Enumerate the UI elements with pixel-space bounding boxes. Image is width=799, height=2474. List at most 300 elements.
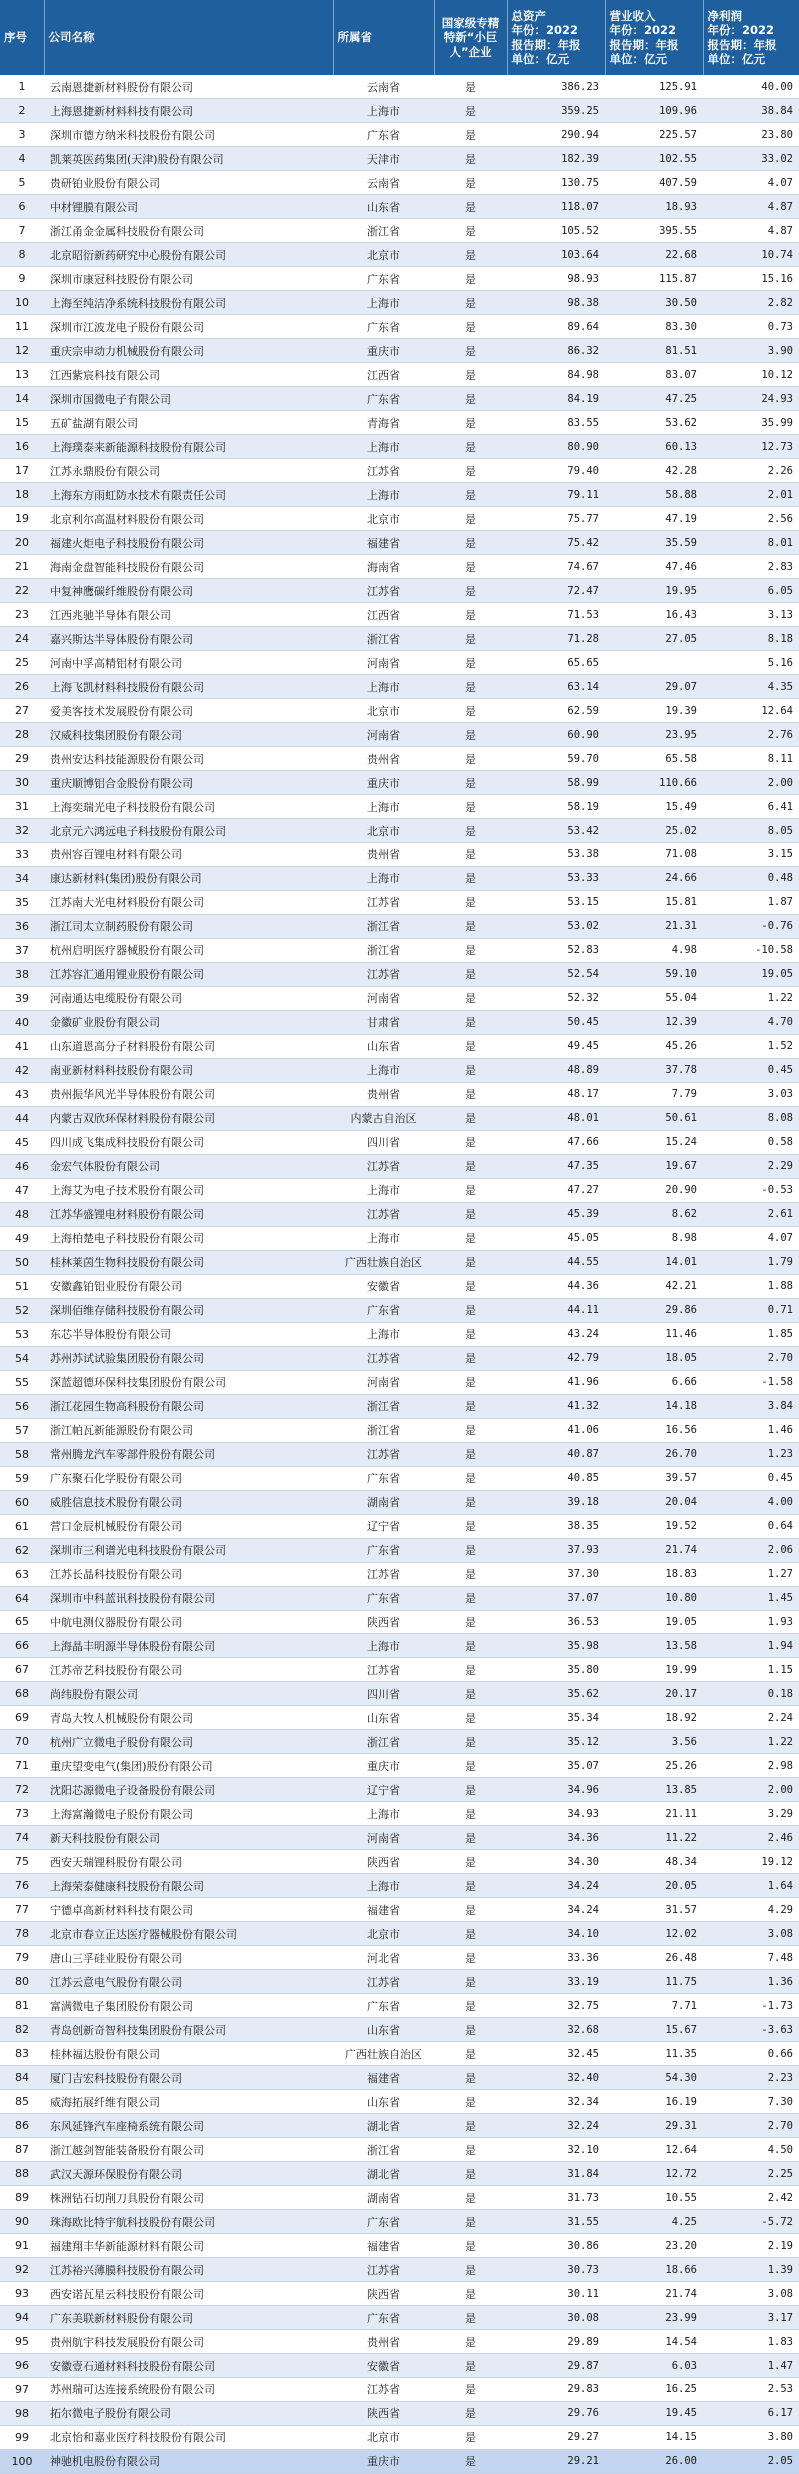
province: 河南省: [333, 1370, 434, 1394]
total-assets: 105.52: [507, 219, 605, 243]
net-profit: 2.53: [703, 2378, 799, 2402]
table-row[interactable]: [0, 1706, 799, 1730]
little-giant-flag: 是: [434, 890, 507, 914]
row-number: 23: [0, 603, 44, 627]
revenue: 3.56: [605, 1730, 703, 1754]
company-name: 山东道恩高分子材料股份有限公司: [44, 1034, 333, 1058]
table-row[interactable]: [0, 603, 799, 627]
net-profit: 4.50: [703, 2138, 799, 2162]
net-profit: 6.41: [703, 795, 799, 819]
total-assets: 29.76: [507, 2401, 605, 2425]
company-name: 上海晶丰明源半导体股份有限公司: [44, 1634, 333, 1658]
company-name: 中材锂膜有限公司: [44, 195, 333, 219]
province: 上海市: [333, 99, 434, 123]
table-row[interactable]: [0, 866, 799, 890]
row-number: 57: [0, 1418, 44, 1442]
net-profit: 2.01: [703, 483, 799, 507]
total-assets: 50.45: [507, 1010, 605, 1034]
net-profit: 1.79: [703, 1250, 799, 1274]
revenue: 15.81: [605, 890, 703, 914]
little-giant-flag: 是: [434, 819, 507, 843]
total-assets: 43.24: [507, 1322, 605, 1346]
province: 广东省: [333, 1466, 434, 1490]
net-profit: 1.22: [703, 1730, 799, 1754]
little-giant-flag: 是: [434, 1874, 507, 1898]
table-row[interactable]: [0, 771, 799, 795]
table-row[interactable]: [0, 267, 799, 291]
province: 浙江省: [333, 219, 434, 243]
company-name: 安徽壹石通材料科技股份有限公司: [44, 2354, 333, 2378]
row-number: 69: [0, 1706, 44, 1730]
row-number: 90: [0, 2210, 44, 2234]
row-number: 52: [0, 1298, 44, 1322]
row-number: 70: [0, 1730, 44, 1754]
total-assets: 31.84: [507, 2162, 605, 2186]
province: 重庆市: [333, 339, 434, 363]
revenue: 13.85: [605, 1778, 703, 1802]
table-row[interactable]: [0, 1610, 799, 1634]
table-row[interactable]: [0, 962, 799, 986]
province: 浙江省: [333, 1730, 434, 1754]
total-assets: 98.93: [507, 267, 605, 291]
table-row[interactable]: [0, 675, 799, 699]
little-giant-flag: 是: [434, 1586, 507, 1610]
company-name: 海南金盘智能科技股份有限公司: [44, 555, 333, 579]
company-name: 福建翔丰华新能源材料有限公司: [44, 2234, 333, 2258]
company-name: 北京元六鸿远电子科技股份有限公司: [44, 819, 333, 843]
table-row[interactable]: [0, 1538, 799, 1562]
table-row[interactable]: [0, 2378, 799, 2402]
company-name: 河南通达电缆股份有限公司: [44, 986, 333, 1010]
row-number: 24: [0, 627, 44, 651]
table-row[interactable]: [0, 2042, 799, 2066]
table-row[interactable]: [0, 1634, 799, 1658]
net-profit: 33.02: [703, 147, 799, 171]
table-row[interactable]: [0, 1658, 799, 1682]
table-row[interactable]: [0, 1034, 799, 1058]
total-assets: 44.11: [507, 1298, 605, 1322]
table-row[interactable]: [0, 219, 799, 243]
table-row[interactable]: [0, 75, 799, 99]
table-row[interactable]: [0, 147, 799, 171]
net-profit: 4.07: [703, 171, 799, 195]
total-assets: 41.06: [507, 1418, 605, 1442]
company-name: 苏州苏试试验集团股份有限公司: [44, 1346, 333, 1370]
table-row[interactable]: [0, 2282, 799, 2306]
total-assets: 32.10: [507, 2138, 605, 2162]
revenue: 23.20: [605, 2234, 703, 2258]
table-row[interactable]: [0, 1274, 799, 1298]
company-name: 常州腾龙汽车零部件股份有限公司: [44, 1442, 333, 1466]
row-number: 41: [0, 1034, 44, 1058]
table-row[interactable]: [0, 435, 799, 459]
company-name: 宁德卓高新材料科技有限公司: [44, 1898, 333, 1922]
table-row[interactable]: [0, 411, 799, 435]
table-row[interactable]: [0, 1370, 799, 1394]
company-name: 贵州安达科技能源股份有限公司: [44, 747, 333, 771]
table-row[interactable]: [0, 1226, 799, 1250]
little-giant-flag: 是: [434, 315, 507, 339]
table-row[interactable]: [0, 1346, 799, 1370]
table-row[interactable]: [0, 2162, 799, 2186]
table-row[interactable]: [0, 1874, 799, 1898]
revenue: 21.11: [605, 1802, 703, 1826]
revenue: 47.25: [605, 387, 703, 411]
table-row[interactable]: [0, 890, 799, 914]
revenue: 109.96: [605, 99, 703, 123]
row-number: 66: [0, 1634, 44, 1658]
row-number: 82: [0, 2018, 44, 2042]
header-total-assets[interactable]: 总资产 年份：2022 报告期：年报 单位：亿元: [507, 0, 605, 75]
table-row[interactable]: [0, 531, 799, 555]
table-row[interactable]: [0, 2330, 799, 2354]
net-profit: 2.83: [703, 555, 799, 579]
net-profit: 1.88: [703, 1274, 799, 1298]
table-row[interactable]: [0, 651, 799, 675]
total-assets: 89.64: [507, 315, 605, 339]
revenue: 23.99: [605, 2306, 703, 2330]
table-row[interactable]: [0, 1754, 799, 1778]
net-profit: 0.73: [703, 315, 799, 339]
revenue: 16.56: [605, 1418, 703, 1442]
net-profit: 3.80: [703, 2425, 799, 2449]
row-number: 29: [0, 747, 44, 771]
company-name: 上海荣泰健康科技股份有限公司: [44, 1874, 333, 1898]
table-row[interactable]: [0, 2138, 799, 2162]
total-assets: 75.42: [507, 531, 605, 555]
table-row[interactable]: [0, 1010, 799, 1034]
company-name: 江苏云意电气股份有限公司: [44, 1970, 333, 1994]
company-name: 沈阳芯源微电子设备股份有限公司: [44, 1778, 333, 1802]
table-row[interactable]: [0, 459, 799, 483]
table-row[interactable]: [0, 1946, 799, 1970]
revenue: 20.05: [605, 1874, 703, 1898]
table-row[interactable]: [0, 1394, 799, 1418]
row-number: 63: [0, 1562, 44, 1586]
revenue: 42.28: [605, 459, 703, 483]
province: 广东省: [333, 267, 434, 291]
total-assets: 35.98: [507, 1634, 605, 1658]
total-assets: 47.35: [507, 1154, 605, 1178]
table-row[interactable]: [0, 1442, 799, 1466]
net-profit: 1.22: [703, 986, 799, 1010]
revenue: 47.19: [605, 507, 703, 531]
table-row[interactable]: [0, 315, 799, 339]
table-row[interactable]: [0, 2449, 799, 2473]
little-giant-flag: 是: [434, 2138, 507, 2162]
company-name: 浙江越剑智能装备股份有限公司: [44, 2138, 333, 2162]
little-giant-flag: 是: [434, 2066, 507, 2090]
little-giant-flag: 是: [434, 1850, 507, 1874]
revenue: 27.05: [605, 627, 703, 651]
little-giant-flag: 是: [434, 1370, 507, 1394]
company-name: 上海璞泰来新能源科技股份有限公司: [44, 435, 333, 459]
revenue: 21.31: [605, 914, 703, 938]
table-row[interactable]: [0, 99, 799, 123]
table-row[interactable]: [0, 1178, 799, 1202]
company-name: 上海飞凯材料科技股份有限公司: [44, 675, 333, 699]
total-assets: 31.73: [507, 2186, 605, 2210]
row-number: 53: [0, 1322, 44, 1346]
row-number: 56: [0, 1394, 44, 1418]
company-name: 河南中孚高精铝材有限公司: [44, 651, 333, 675]
table-row[interactable]: [0, 555, 799, 579]
province: 山东省: [333, 195, 434, 219]
table-row[interactable]: [0, 507, 799, 531]
table-row[interactable]: [0, 2114, 799, 2138]
province: 江苏省: [333, 579, 434, 603]
little-giant-flag: 是: [434, 1226, 507, 1250]
net-profit: 3.29: [703, 1802, 799, 1826]
total-assets: 58.99: [507, 771, 605, 795]
company-name: 深圳佰维存储科技股份有限公司: [44, 1298, 333, 1322]
net-profit: 1.64: [703, 1874, 799, 1898]
table-row[interactable]: [0, 914, 799, 938]
province: 上海市: [333, 291, 434, 315]
table-row[interactable]: [0, 1682, 799, 1706]
table-row[interactable]: [0, 579, 799, 603]
table-row[interactable]: [0, 627, 799, 651]
province: 辽宁省: [333, 1514, 434, 1538]
table-row[interactable]: [0, 1154, 799, 1178]
company-name: 上海富瀚微电子股份有限公司: [44, 1802, 333, 1826]
revenue: 26.48: [605, 1946, 703, 1970]
table-row[interactable]: [0, 1106, 799, 1130]
table-row[interactable]: [0, 1514, 799, 1538]
net-profit: 2.00: [703, 1778, 799, 1802]
table-row[interactable]: [0, 2090, 799, 2114]
table-row[interactable]: [0, 843, 799, 867]
table-row[interactable]: [0, 363, 799, 387]
table-row[interactable]: [0, 1898, 799, 1922]
row-number: 9: [0, 267, 44, 291]
table-row[interactable]: [0, 2258, 799, 2282]
table-row[interactable]: [0, 1826, 799, 1850]
net-profit: 1.39: [703, 2258, 799, 2282]
province: 四川省: [333, 1130, 434, 1154]
header-company-name[interactable]: 公司名称: [44, 0, 333, 75]
company-name: 汉威科技集团股份有限公司: [44, 723, 333, 747]
company-name: 深圳市三利谱光电科技股份有限公司: [44, 1538, 333, 1562]
company-name: 珠海欧比特宇航科技股份有限公司: [44, 2210, 333, 2234]
total-assets: 35.62: [507, 1682, 605, 1706]
company-name: 青岛大牧人机械股份有限公司: [44, 1706, 333, 1730]
table-row[interactable]: [0, 938, 799, 962]
table-row[interactable]: [0, 243, 799, 267]
table-row[interactable]: [0, 2234, 799, 2258]
little-giant-flag: 是: [434, 2186, 507, 2210]
row-number: 34: [0, 866, 44, 890]
table-row[interactable]: [0, 2018, 799, 2042]
row-number: 30: [0, 771, 44, 795]
revenue: 37.78: [605, 1058, 703, 1082]
company-name: 东芯半导体股份有限公司: [44, 1322, 333, 1346]
table-row[interactable]: [0, 123, 799, 147]
table-row[interactable]: [0, 1922, 799, 1946]
company-name: 浙江花园生物高科股份有限公司: [44, 1394, 333, 1418]
total-assets: 39.18: [507, 1490, 605, 1514]
company-name: 深圳市康冠科技股份有限公司: [44, 267, 333, 291]
row-number: 75: [0, 1850, 44, 1874]
table-row[interactable]: [0, 339, 799, 363]
revenue: 16.43: [605, 603, 703, 627]
table-row[interactable]: [0, 1730, 799, 1754]
row-number: 83: [0, 2042, 44, 2066]
province: 陕西省: [333, 2282, 434, 2306]
little-giant-flag: 是: [434, 507, 507, 531]
little-giant-flag: 是: [434, 651, 507, 675]
table-row[interactable]: [0, 2186, 799, 2210]
total-assets: 35.07: [507, 1754, 605, 1778]
row-number: 94: [0, 2306, 44, 2330]
row-number: 8: [0, 243, 44, 267]
revenue: 22.68: [605, 243, 703, 267]
company-name: 新天科技股份有限公司: [44, 1826, 333, 1850]
company-name: 金徽矿业股份有限公司: [44, 1010, 333, 1034]
table-row[interactable]: [0, 819, 799, 843]
little-giant-flag: 是: [434, 2449, 507, 2473]
table-row[interactable]: [0, 2425, 799, 2449]
table-row[interactable]: [0, 1778, 799, 1802]
net-profit: 6.17: [703, 2401, 799, 2425]
little-giant-flag: 是: [434, 387, 507, 411]
revenue: 48.34: [605, 1850, 703, 1874]
row-number: 38: [0, 962, 44, 986]
province: 山东省: [333, 1706, 434, 1730]
company-name: 贵研铂业股份有限公司: [44, 171, 333, 195]
header-revenue[interactable]: 营业收入 年份：2022 报告期：年报 单位：亿元: [605, 0, 703, 75]
little-giant-flag: 是: [434, 1130, 507, 1154]
net-profit: 3.08: [703, 1922, 799, 1946]
province: 广东省: [333, 123, 434, 147]
net-profit: 3.17: [703, 2306, 799, 2330]
table-row[interactable]: [0, 986, 799, 1010]
table-row[interactable]: [0, 699, 799, 723]
company-name: 爱美客技术发展股份有限公司: [44, 699, 333, 723]
table-row[interactable]: [0, 1802, 799, 1826]
company-name: 江苏裕兴薄膜科技股份有限公司: [44, 2258, 333, 2282]
province: 广东省: [333, 387, 434, 411]
little-giant-flag: 是: [434, 1562, 507, 1586]
total-assets: 79.40: [507, 459, 605, 483]
little-giant-flag: 是: [434, 938, 507, 962]
header-no[interactable]: 序号: [0, 0, 44, 75]
province: 江苏省: [333, 1970, 434, 1994]
revenue: 14.18: [605, 1394, 703, 1418]
company-name: 北京昭衍新药研究中心股份有限公司: [44, 243, 333, 267]
header-net-profit[interactable]: 净利润 年份：2022 报告期：年报 单位：亿元: [703, 0, 799, 75]
little-giant-flag: 是: [434, 1994, 507, 2018]
table-row[interactable]: [0, 1466, 799, 1490]
table-row[interactable]: [0, 1418, 799, 1442]
little-giant-flag: 是: [434, 2018, 507, 2042]
revenue: 18.05: [605, 1346, 703, 1370]
province: 贵州省: [333, 2330, 434, 2354]
table-row[interactable]: [0, 1850, 799, 1874]
net-profit: 2.26: [703, 459, 799, 483]
table-row[interactable]: [0, 1298, 799, 1322]
net-profit: 12.64: [703, 699, 799, 723]
little-giant-flag: 是: [434, 219, 507, 243]
table-row[interactable]: [0, 2306, 799, 2330]
company-name: 五矿盐湖有限公司: [44, 411, 333, 435]
table-row[interactable]: [0, 1970, 799, 1994]
company-name: 杭州广立微电子股份有限公司: [44, 1730, 333, 1754]
net-profit: 2.46: [703, 1826, 799, 1850]
total-assets: 30.86: [507, 2234, 605, 2258]
total-assets: 53.42: [507, 819, 605, 843]
little-giant-flag: 是: [434, 2401, 507, 2425]
little-giant-flag: 是: [434, 2306, 507, 2330]
little-giant-flag: 是: [434, 1682, 507, 1706]
row-number: 31: [0, 795, 44, 819]
table-row[interactable]: [0, 171, 799, 195]
revenue: 83.30: [605, 315, 703, 339]
table-row[interactable]: [0, 747, 799, 771]
table-row[interactable]: [0, 1586, 799, 1610]
row-number: 10: [0, 291, 44, 315]
company-name: 深蓝超德环保科技集团股份有限公司: [44, 1370, 333, 1394]
revenue: 11.75: [605, 1970, 703, 1994]
revenue: 16.19: [605, 2090, 703, 2114]
little-giant-flag: 是: [434, 1274, 507, 1298]
net-profit: 1.93: [703, 1610, 799, 1634]
row-number: 99: [0, 2425, 44, 2449]
table-row[interactable]: [0, 795, 799, 819]
table-row[interactable]: [0, 2354, 799, 2378]
table-row[interactable]: [0, 1082, 799, 1106]
net-profit: -0.76: [703, 914, 799, 938]
total-assets: 29.27: [507, 2425, 605, 2449]
total-assets: 37.07: [507, 1586, 605, 1610]
little-giant-flag: 是: [434, 459, 507, 483]
header-province[interactable]: 所属省: [333, 0, 434, 75]
table-row[interactable]: [0, 1322, 799, 1346]
table-row[interactable]: [0, 2066, 799, 2090]
table-row[interactable]: [0, 291, 799, 315]
table-row[interactable]: [0, 387, 799, 411]
table-row[interactable]: [0, 1202, 799, 1226]
total-assets: 32.68: [507, 2018, 605, 2042]
table-row[interactable]: [0, 483, 799, 507]
company-name: 江西兆驰半导体有限公司: [44, 603, 333, 627]
table-row[interactable]: [0, 1994, 799, 2018]
table-row[interactable]: [0, 723, 799, 747]
revenue: 25.02: [605, 819, 703, 843]
revenue: 39.57: [605, 1466, 703, 1490]
little-giant-flag: 是: [434, 771, 507, 795]
table-row[interactable]: [0, 2401, 799, 2425]
table-row[interactable]: [0, 1130, 799, 1154]
total-assets: 29.89: [507, 2330, 605, 2354]
table-row[interactable]: [0, 195, 799, 219]
province: 河南省: [333, 1826, 434, 1850]
revenue: 11.46: [605, 1322, 703, 1346]
header-little-giant[interactable]: 国家级专精特新“小巨人”企业: [434, 0, 507, 75]
table-row[interactable]: [0, 1562, 799, 1586]
table-row[interactable]: [0, 2210, 799, 2234]
total-assets: 80.90: [507, 435, 605, 459]
total-assets: 60.90: [507, 723, 605, 747]
table-row[interactable]: [0, 1250, 799, 1274]
table-row[interactable]: [0, 1490, 799, 1514]
little-giant-flag: 是: [434, 986, 507, 1010]
little-giant-flag: 是: [434, 195, 507, 219]
row-number: 86: [0, 2114, 44, 2138]
row-number: 84: [0, 2066, 44, 2090]
little-giant-flag: 是: [434, 1514, 507, 1538]
table-row[interactable]: [0, 1058, 799, 1082]
